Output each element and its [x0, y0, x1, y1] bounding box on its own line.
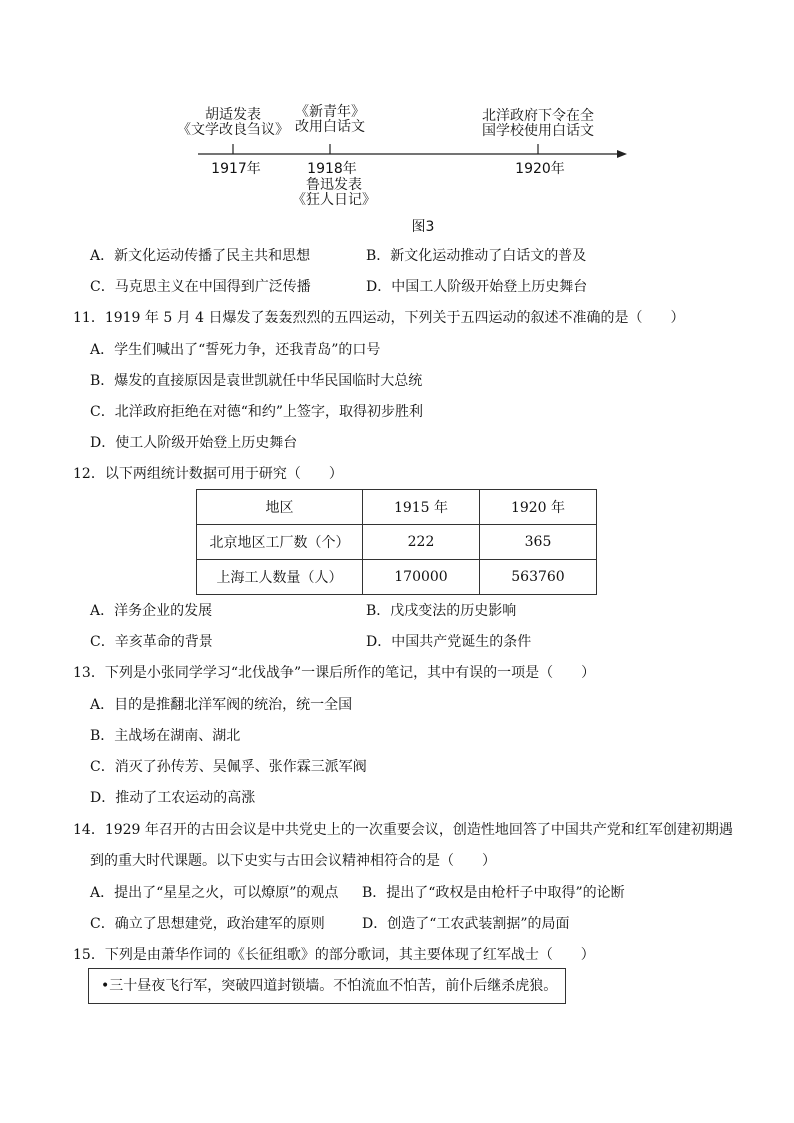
figure-caption: 图3 [411, 219, 435, 235]
q14-stem-line1: 14．1929 年召开的古田会议是中共党史上的一次重要会议，创造性地回答了中国共产党和红军创建初期遇 [73, 822, 733, 838]
table-cell: 563760 [480, 560, 597, 595]
q10-option-d: D．中国工人阶级开始登上历史舞台 [366, 279, 588, 295]
table-cell: 170000 [363, 560, 480, 595]
q10-option-a: A．新文化运动传播了民主共和思想 [90, 248, 311, 264]
event-line-1: 胡适发表 [205, 107, 261, 123]
table-cell: 北京地区工厂数（个） [197, 525, 363, 560]
table-header-cell: 地区 [197, 490, 363, 525]
event-line-1: 《新青年》 [295, 104, 365, 120]
q13-option-a: A．目的是推翻北洋军阀的统治，统一全国 [90, 697, 353, 713]
q12-option-c: C．辛亥革命的背景 [90, 634, 213, 650]
table-row [197, 525, 597, 560]
q12-option-d: D．中国共产党诞生的条件 [366, 634, 532, 650]
q11-option-d: D．使工人阶级开始登上历史舞台 [90, 435, 298, 451]
table-cell: 222 [363, 525, 480, 560]
event-line-1: 北洋政府下令在全 [482, 108, 594, 124]
year-label-1920: 1920年 [515, 161, 565, 177]
timeline-arrow-icon [617, 150, 627, 158]
event-line-2: 《狂人日记》 [292, 192, 376, 208]
q14-stem-line2: 到的重大时代课题。以下史实与古田会议精神相符合的是（ ） [90, 853, 496, 869]
q12-stem: 12．以下两组统计数据可用于研究（ ） [73, 466, 343, 482]
q10-option-c: C．马克思主义在中国得到广泛传播 [90, 279, 311, 295]
event-line-2: 国学校使用白话文 [482, 123, 594, 139]
timeline-event-1917 [177, 108, 289, 138]
event-line-2: 改用白话文 [295, 119, 365, 135]
table-row [197, 560, 597, 595]
q12-stats-table [196, 489, 597, 595]
q14-option-a: A．提出了“星星之火，可以燎原”的观点 [90, 885, 339, 901]
q14-option-b: B．提出了“政权是由枪杆子中取得”的论断 [362, 885, 625, 901]
table-cell: 365 [480, 525, 597, 560]
timeline-event-1918-top [295, 105, 365, 135]
q13-option-b: B．主战场在湖南、湖北 [90, 728, 241, 744]
q13-option-d: D．推动了工农运动的高涨 [90, 790, 256, 806]
q11-option-b: B．爆发的直接原因是袁世凯就任中华民国临时大总统 [90, 373, 423, 389]
q14-option-c: C．确立了思想建党，政治建军的原则 [90, 916, 325, 932]
q13-stem: 13．下列是小张同学学习“北伐战争”一课后所作的笔记，其中有误的一项是（ ） [73, 665, 596, 681]
q12-option-b: B．戊戌变法的历史影响 [366, 603, 517, 619]
year-label-1918: 1918年 [307, 161, 357, 177]
table-header-cell: 1915 年 [363, 490, 480, 525]
timeline-event-1920 [482, 109, 594, 139]
q10-option-b: B．新文化运动推动了白话文的普及 [366, 248, 587, 264]
table-header-cell: 1920 年 [480, 490, 597, 525]
year-label-1917: 1917年 [211, 161, 261, 177]
q11-stem: 11．1919 年 5 月 4 日爆发了轰轰烈烈的五四运动，下列关于五四运动的叙述不准确的是（ ） [73, 310, 685, 326]
q13-option-c: C．消灭了孙传芳、吴佩孚、张作霖三派军阀 [90, 759, 367, 775]
event-line-2: 《文学改良刍议》 [177, 122, 289, 138]
q15-stem: 15．下列是由萧华作词的《长征组歌》的部分歌词，其主要体现了红军战士（ ） [73, 947, 595, 963]
q11-option-a: A．学生们喊出了“誓死力争，还我青岛”的口号 [90, 342, 381, 358]
table-cell: 上海工人数量（人） [197, 560, 363, 595]
table-header-row [197, 490, 597, 525]
q11-option-c: C．北洋政府拒绝在对德“和约”上签字，取得初步胜利 [90, 404, 424, 420]
timeline-event-1918-bottom [292, 178, 376, 208]
q12-option-a: A．洋务企业的发展 [90, 603, 213, 619]
event-line-1: 鲁迅发表 [306, 177, 362, 193]
q15-lyrics-box: •三十昼夜飞行军，突破四道封锁墙。不怕流血不怕苦，前仆后继杀虎狼。 [88, 968, 566, 1004]
q14-option-d: D．创造了“工农武装割据”的局面 [362, 916, 570, 932]
